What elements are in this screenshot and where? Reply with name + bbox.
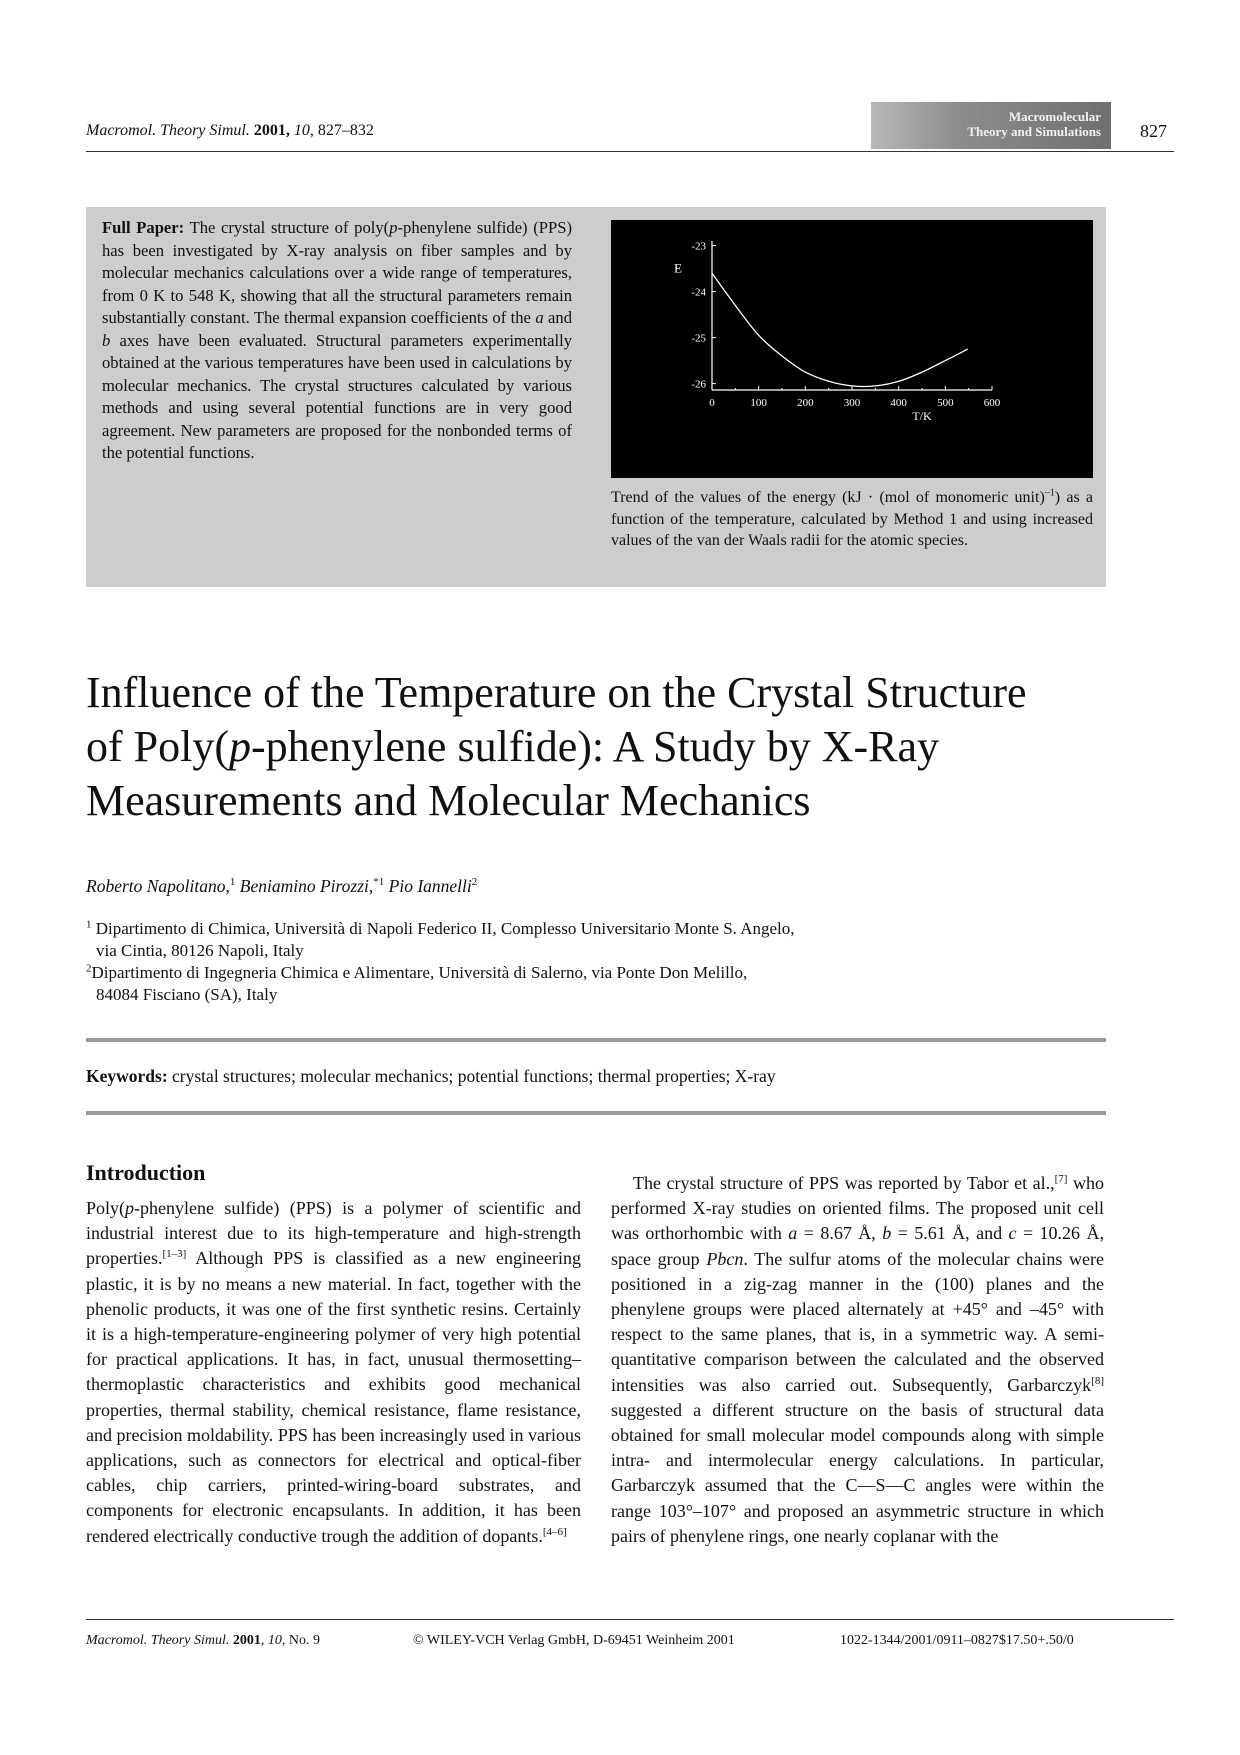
logo-line-2: Theory and Simulations bbox=[967, 124, 1101, 139]
x-tick-label: 200 bbox=[797, 397, 814, 409]
footer-sep: , bbox=[260, 1633, 268, 1648]
x-tick-label: 600 bbox=[983, 397, 1001, 409]
abstract-italic: a bbox=[535, 308, 544, 327]
running-header-citation bbox=[86, 122, 374, 140]
caption-part: ) as a function of the temperature, calculated by Method 1 and using increased values of the van der Waals radii for the atomic species. bbox=[611, 489, 1093, 549]
abstract-part: -phenylene sulfide) (PPS) has been investigated by X-ray analysis on fiber samples and by molecular mechanics calculations over a wide range of temperatures, from 0 K to 548 K, showing that all the structural parameters remain substantially constant. The thermal expansion coefficients of the bbox=[102, 218, 572, 327]
right-column-paragraph bbox=[611, 1171, 1104, 1549]
journal-logo bbox=[871, 102, 1111, 149]
affiliation-2 bbox=[86, 962, 986, 1005]
title-line-2b: -phenylene sulfide): A Study by X-Ray bbox=[251, 722, 940, 771]
section-heading-introduction: Introduction bbox=[86, 1160, 206, 1185]
journal-name: Macromol. Theory Simul. bbox=[86, 122, 250, 139]
footer-citation bbox=[86, 1633, 320, 1649]
author-affil-mark: 1 bbox=[229, 876, 236, 889]
text-italic: b bbox=[882, 1223, 892, 1244]
text-italic: a bbox=[788, 1223, 798, 1244]
intro-paragraph bbox=[86, 1196, 581, 1549]
chart-svg bbox=[611, 220, 1093, 478]
text-run: -phenylene sulfide) (PPS) is a polymer of scientific and industrial interest due to its high-temperature and high-strength properties. bbox=[86, 1198, 581, 1269]
y-tick-label: -24 bbox=[691, 286, 706, 299]
footer-copyright: © WILEY-VCH Verlag GmbH, D-69451 Weinheim 2001 bbox=[413, 1633, 735, 1648]
y-axis-label: E bbox=[674, 260, 682, 276]
page-number: 827 bbox=[1140, 121, 1167, 141]
citation: [4–6] bbox=[542, 1525, 567, 1538]
abstract-italic: b bbox=[102, 330, 111, 350]
author-1: Roberto Napolitano, bbox=[86, 876, 230, 896]
footer-journal: Macromol. Theory Simul. bbox=[86, 1633, 230, 1648]
x-tick-label: 400 bbox=[890, 397, 907, 409]
logo-line-1: Macromolecular bbox=[1008, 109, 1101, 124]
title-line-3: Measurements and Molecular Mechanics bbox=[86, 776, 811, 825]
text-run: . The sulfur atoms of the molecular chains were positioned in a zig-zag manner in the (100) planes and the phenylene groups were placed alternately at +45° and –45° with respect to the same planes, that is, in a symmetric way. A semi-quantitative comparison between the calculated and the observed intensities was also carried out. Subsequently, Garbarczyk bbox=[611, 1248, 1105, 1395]
title-italic: p bbox=[229, 722, 251, 771]
text-run: = 8.67 Å, bbox=[797, 1223, 883, 1244]
caption-part: Trend of the values of the energy (kJ · (mol of monomeric unit) bbox=[611, 489, 1045, 506]
text-italic: c bbox=[1008, 1223, 1017, 1244]
footer-year: 2001 bbox=[232, 1633, 261, 1648]
text-run: Poly( bbox=[86, 1198, 126, 1218]
abstract-part: The crystal structure of poly( bbox=[184, 218, 390, 237]
y-tick-label: -23 bbox=[691, 240, 706, 253]
text-run: The crystal structure of PPS was reported by Tabor et al., bbox=[633, 1173, 1055, 1193]
author-list bbox=[86, 876, 477, 897]
footer-issue: , No. 9 bbox=[281, 1633, 320, 1648]
text-run: suggested a different structure on the basis of structural data obtained for small molecular model compounds along with simple intra- and intermolecular energy calculations. In particular, Garbarczyk assumed that the C—S—C angles were within the range 103°–107° and proposed an asymmetric structure in which pairs of phenylene rings, one nearly coplanar with the bbox=[611, 1399, 1104, 1546]
keywords-text: crystal structures; molecular mechanics; potential functions; thermal properties; X-ray bbox=[167, 1066, 776, 1086]
x-axis-label: T/K bbox=[912, 409, 932, 423]
header-rule bbox=[86, 151, 1174, 152]
affil-line: Dipartimento di Ingegneria Chimica e Alimentare, Università di Salerno, via Ponte Don Melillo, bbox=[91, 963, 748, 982]
journal-volume: 10, bbox=[293, 122, 314, 139]
y-tick-label: -25 bbox=[691, 332, 706, 345]
abstract-label: Full Paper: bbox=[102, 218, 185, 237]
author-2: Beniamino Pirozzi, bbox=[235, 876, 374, 896]
article-title bbox=[86, 666, 1126, 828]
author-affil-mark: *1 bbox=[373, 876, 385, 889]
text-run: who performed X-ray studies on oriented films. The proposed unit cell was orthorhombic with bbox=[611, 1173, 1105, 1244]
author-affil-mark: 2 bbox=[471, 876, 478, 889]
x-tick-label: 300 bbox=[843, 397, 861, 409]
text-run: Although PPS is classified as a new engineering plastic, it is by no means a new material. In fact, together with the phenolic products, it was one of the first synthetic resins. Certainly it is a high-temperature-engineering polymer of very high potential for practical applications. It has, in fact, unusual thermosetting–thermoplastic characteristics and exhibits good mechanical properties, thermal stability, chemical resistance, flame resistance, and precision moldability. PPS has been increasingly used in various applications, such as connectors for electrical and optical-fiber cables, chip carriers, printed-wiring-board substrates, and components for electronic encapsulants. In addition, it has been rendered electrically conductive trough the addition of dopants. bbox=[86, 1248, 581, 1546]
keywords bbox=[86, 1066, 776, 1087]
text-run: = 10.26 Å, space group bbox=[611, 1223, 1104, 1269]
footer-rule bbox=[86, 1619, 1174, 1620]
x-tick-label: 500 bbox=[937, 397, 954, 409]
footer-issn: 1022-1344/2001/0911–0827$17.50+.50/0 bbox=[840, 1633, 1074, 1648]
affiliation-1 bbox=[86, 918, 986, 961]
affil-line: Dipartimento di Chimica, Università di Napoli Federico II, Complesso Universitario Monte S. Angelo, bbox=[91, 919, 795, 938]
citation: [1–3] bbox=[162, 1248, 187, 1261]
x-tick-label: 0 bbox=[709, 397, 715, 409]
energy-curve bbox=[712, 273, 968, 386]
author-3: Pio Iannelli bbox=[384, 876, 472, 896]
journal-year: 2001, bbox=[253, 122, 290, 139]
text-italic: Pbcn bbox=[706, 1248, 744, 1269]
y-tick-label: -26 bbox=[691, 378, 706, 391]
footer-volume: 10 bbox=[267, 1633, 282, 1648]
x-tick-label: 100 bbox=[750, 397, 767, 409]
journal-pages: 827–832 bbox=[317, 122, 374, 139]
keywords-rule-bottom bbox=[86, 1111, 1106, 1115]
citation: [8] bbox=[1091, 1374, 1104, 1387]
abstract-part: axes have been evaluated. Structural parameters experimentally obtained at the various temperatures have been used in calculations by molecular mechanics. The crystal structures calculated by various methods and using several potential functions are in very good agreement. New parameters are proposed for the nonbonded terms of the potential functions. bbox=[102, 330, 572, 462]
figure-caption bbox=[611, 487, 1093, 552]
affil-line: 84084 Fisciano (SA), Italy bbox=[96, 984, 278, 1004]
citation: [7] bbox=[1054, 1173, 1068, 1185]
text-italic: p bbox=[125, 1198, 135, 1218]
affil-number: 1 bbox=[86, 918, 92, 931]
text-run: = 5.61 Å, and bbox=[891, 1223, 1009, 1244]
energy-temperature-graph bbox=[611, 220, 1093, 478]
abstract-italic: p bbox=[389, 218, 398, 237]
keywords-label: Keywords: bbox=[86, 1066, 168, 1086]
abstract-part: and bbox=[543, 308, 573, 327]
keywords-rule-top bbox=[86, 1038, 1106, 1042]
affil-number: 2 bbox=[86, 962, 92, 975]
caption-superscript: –1 bbox=[1044, 487, 1055, 499]
abstract-text bbox=[102, 217, 572, 465]
title-line-2a: of Poly( bbox=[86, 722, 229, 771]
affil-line: via Cintia, 80126 Napoli, Italy bbox=[96, 940, 304, 960]
title-line-1: Influence of the Temperature on the Crystal Structure bbox=[86, 668, 1027, 717]
